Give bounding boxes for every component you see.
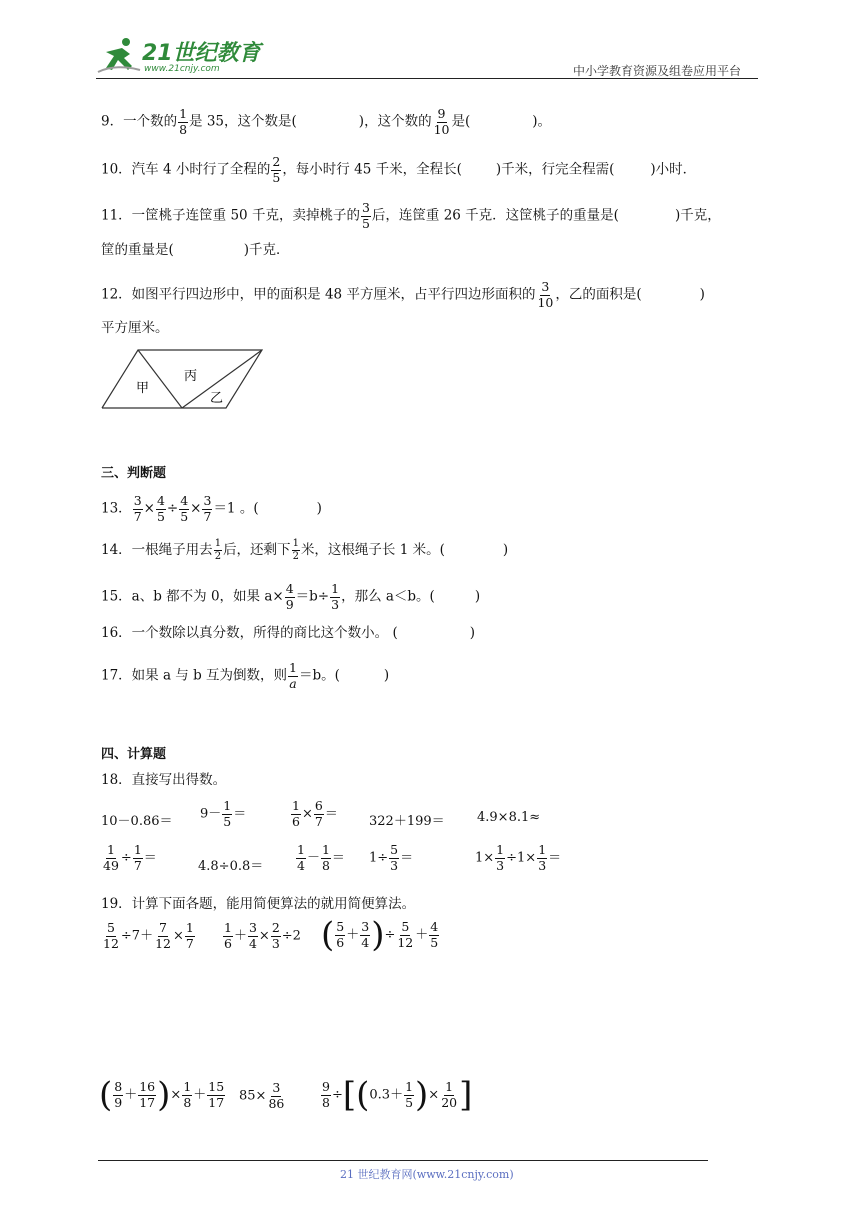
- q19-expr-3: ( $\frac{5}{6}$ ＋ $\frac{3}{4}$ )÷ $\frac{5}{12}$ ＋ $\frac{4}{5}$: [321, 915, 439, 955]
- calc-r2c1: $\frac{1}{49}$ ÷ $\frac{1}{7}$ ＝: [103, 842, 157, 873]
- question-17: 17．如果 a 与 b 互为倒数，则 $\frac{1}{a}$ ＝b。( ): [101, 660, 390, 691]
- calc-r1c1: 10－0.86＝: [101, 814, 173, 829]
- header-platform-text: 中小学教育资源及组卷应用平台: [573, 64, 742, 78]
- footer-rule: [98, 1160, 708, 1161]
- figure-label-jia: 甲: [136, 381, 150, 396]
- question-19: 19．计算下面各题，能用简便算法的就用简便算法。: [101, 896, 416, 912]
- question-12: 12．如图平行四边形中，甲的面积是 48 平方厘米，占平行四边形面积的 $\frac{3}{10}$ ，乙的面积是( ): [101, 279, 705, 310]
- q19-expr-6: $\frac{9}{8}$ ÷[(0.3＋ $\frac{1}{5}$ )× $\frac{1}{20}$ ]: [322, 1075, 473, 1115]
- calc-r1c5: 4.9×8.1≈: [477, 810, 541, 825]
- logo-subtext: www.21cnjy.com: [144, 64, 220, 74]
- question-14: 14．一根绳子用去 $\frac{1}{2}$ 后，还剩下 $\frac{1}{2}$ 米，这根绳子长 1 米。( ): [101, 538, 509, 562]
- calc-r2c2: 4.8÷0.8＝: [198, 859, 264, 874]
- q19-expr-5: 85× $\frac{3}{86}$: [239, 1080, 285, 1111]
- question-18: 18．直接写出得数。: [101, 772, 227, 788]
- question-11: 11．一筐桃子连筐重 50 千克，卖掉桃子的 $\frac{3}{5}$ 后，连筐重 26 千克．这筐桃子的重量是( )千克，: [101, 200, 721, 231]
- calc-r2c4: 1÷ $\frac{5}{3}$ ＝: [369, 842, 414, 873]
- q19-expr-1: $\frac{5}{12}$ ÷7＋ $\frac{7}{12}$ × $\frac{1}{7}$: [103, 920, 194, 951]
- logo-text: 21世纪教育: [142, 41, 261, 66]
- question-13: 13． $\frac{3}{7}$ × $\frac{4}{5}$ ÷ $\frac{4}{5}$ × $\frac{3}{7}$ ＝1 。( ): [101, 493, 322, 524]
- section-3-heading: 三、判断题: [101, 466, 167, 481]
- section-4-heading: 四、计算题: [101, 747, 167, 762]
- calc-r2c3: $\frac{1}{4}$ － $\frac{1}{8}$ ＝: [297, 842, 345, 873]
- calc-r1c3: $\frac{1}{6}$ × $\frac{6}{7}$ ＝: [292, 798, 338, 829]
- header-rule: [96, 78, 758, 79]
- question-9: 9．一个数的 $\frac{1}{8}$ 是 35，这个数是( )，这个数的 $\frac{9}{10}$ 是( )。: [101, 106, 552, 137]
- runner-logo-icon: [96, 36, 142, 76]
- question-12-line2: 平方厘米。: [101, 320, 169, 336]
- question-10: 10．汽车 4 小时行了全程的 $\frac{2}{5}$ ，每小时行 45 千米，全程长( )千米，行完全程需( )小时．: [101, 154, 697, 185]
- calc-r1c2: 9－ $\frac{1}{5}$ ＝: [200, 798, 247, 829]
- parallelogram-figure: [98, 346, 268, 412]
- footer-text: 21 世纪教育网(www.21cnjy.com): [340, 1168, 514, 1181]
- question-16: 16．一个数除以真分数，所得的商比这个数小。 ( ): [101, 625, 476, 641]
- figure-label-bing: 丙: [184, 369, 198, 384]
- calc-r1c4: 322＋199＝: [369, 814, 445, 829]
- calc-r2c5: 1× $\frac{1}{3}$ ÷1× $\frac{1}{3}$ ＝: [475, 842, 562, 873]
- q19-expr-2: $\frac{1}{6}$ ＋ $\frac{3}{4}$ × $\frac{2}{3}$ ÷2: [224, 920, 301, 951]
- question-15: 15．a、b 都不为 0，如果 a× $\frac{4}{9}$ ＝b÷ $\frac{1}{3}$ ，那么 a＜b。( ): [101, 581, 481, 612]
- header-logo: [96, 34, 266, 78]
- q19-expr-4: ( $\frac{8}{9}$ ＋ $\frac{16}{17}$ )× $\frac{1}{8}$ ＋ $\frac{15}{17}$: [99, 1075, 225, 1115]
- figure-label-yi: 乙: [210, 391, 224, 406]
- question-11-line2: 筐的重量是( )千克．: [101, 242, 290, 258]
